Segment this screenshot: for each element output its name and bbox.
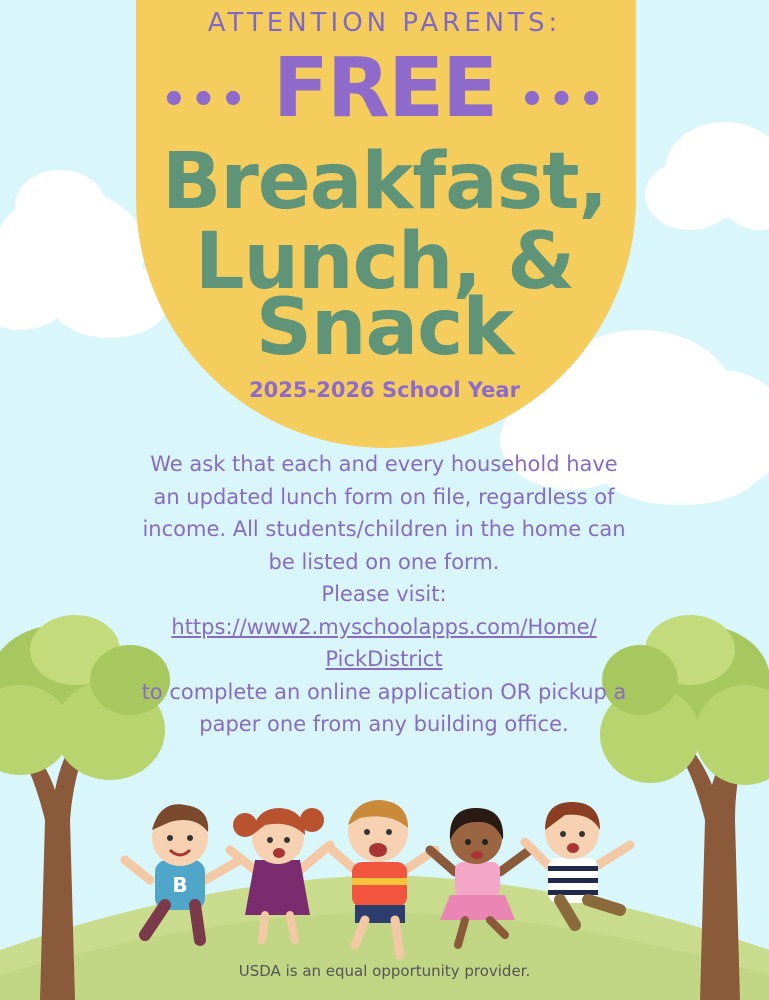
title-line-breakfast: Breakfast,	[161, 137, 608, 227]
link-line-1[interactable]: https://www2.myschoolapps.com/Home/	[171, 614, 597, 639]
attention-heading: ATTENTION PARENTS:	[207, 8, 562, 38]
district-link[interactable]	[171, 615, 596, 672]
title-line-snack: Snack	[255, 283, 514, 373]
instructions: to complete an online application OR pickup a paper one from any building office.	[141, 679, 627, 736]
please-visit: Please visit:	[321, 582, 447, 606]
free-heading: FREE	[272, 41, 497, 136]
kid-shirt-letter: B	[172, 873, 188, 897]
free-row	[0, 41, 769, 136]
body-paragraph: We ask that each and every household have an updated lunch form on file, regardless of income. All students/children in the home can be listed on one form.	[142, 452, 626, 574]
body-text	[134, 448, 634, 741]
title-line-lunch: Lunch, &	[194, 217, 575, 307]
school-year: 2025-2026 School Year	[249, 378, 520, 402]
dots-left: •••	[161, 76, 250, 123]
link-line-2[interactable]: PickDistrict	[325, 647, 443, 671]
dots-right: •••	[519, 76, 608, 123]
usda-footer: USDA is an equal opportunity provider.	[238, 962, 531, 980]
